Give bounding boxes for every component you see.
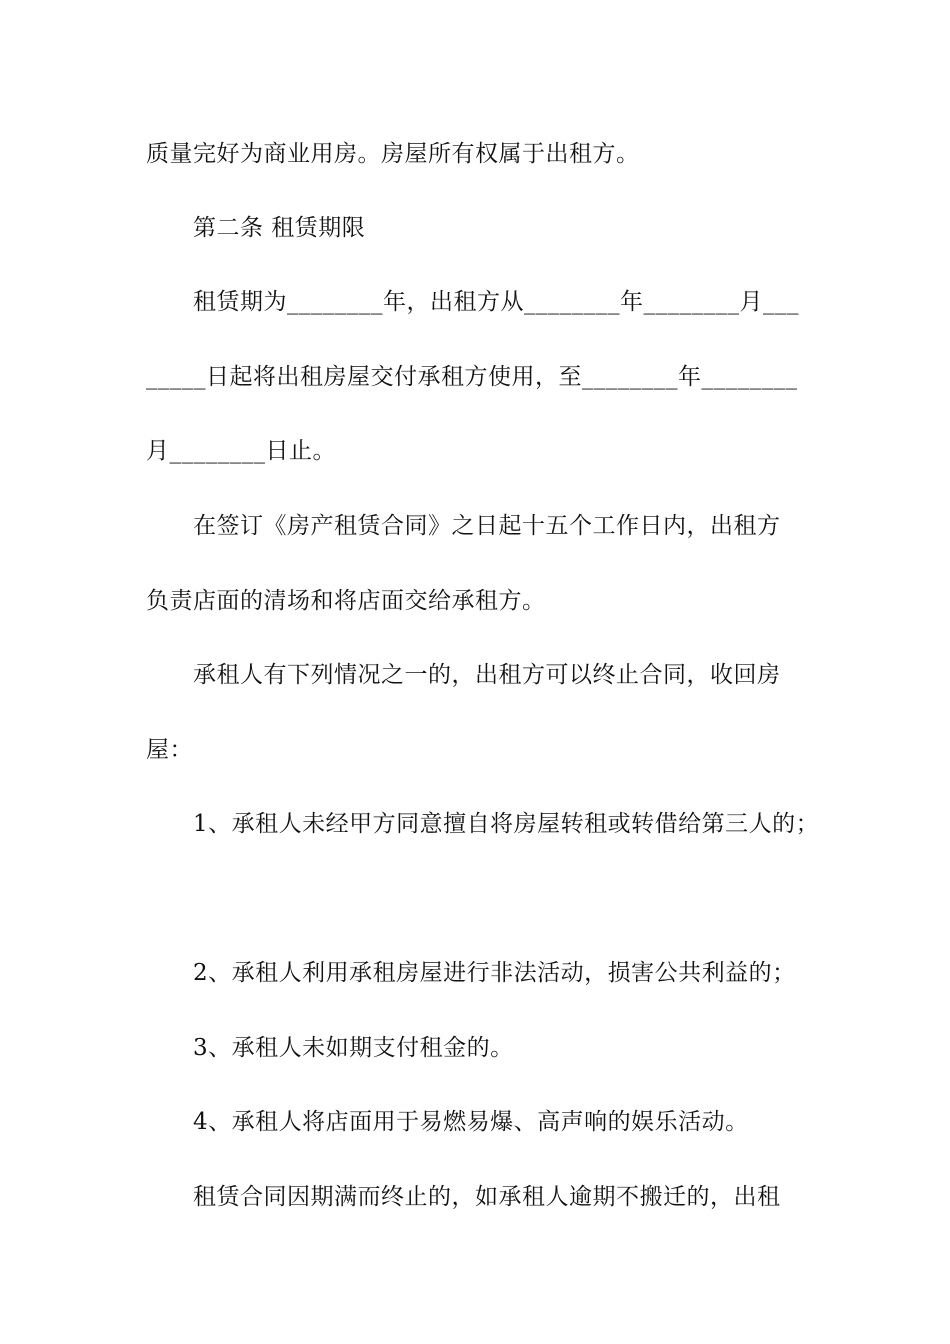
- text-line: 租赁期为________年，出租方从________年________月___: [193, 289, 799, 315]
- text-line: 质量完好为商业用房。房屋所有权属于出租方。: [146, 141, 640, 167]
- text-line: 在签订《房产租赁合同》之日起十五个工作日内，出租方: [193, 513, 781, 539]
- text-line: 屋：: [146, 737, 193, 763]
- list-item: 1、承租人未经甲方同意擅自将房屋转租或转借给第三人的；: [193, 811, 820, 837]
- text-line: 租赁合同因期满而终止的，如承租人逾期不搬迁的，出租: [193, 1184, 781, 1210]
- list-item: 2、承租人利用承租房屋进行非法活动，损害公共利益的；: [193, 960, 796, 986]
- text-line: 承租人有下列情况之一的，出租方可以终止合同，收回房: [193, 662, 781, 688]
- text-line: _____日起将出租房屋交付承租方使用，至________年________: [146, 364, 798, 390]
- text-line: 负责店面的清场和将店面交给承租方。: [146, 588, 546, 614]
- list-item: 3、承租人未如期支付租金的。: [193, 1035, 514, 1061]
- section-heading: 第二条 租赁期限: [193, 215, 366, 241]
- text-line: 月________日止。: [146, 438, 336, 464]
- list-item: 4、承租人将店面用于易燃易爆、高声响的娱乐活动。: [193, 1109, 749, 1135]
